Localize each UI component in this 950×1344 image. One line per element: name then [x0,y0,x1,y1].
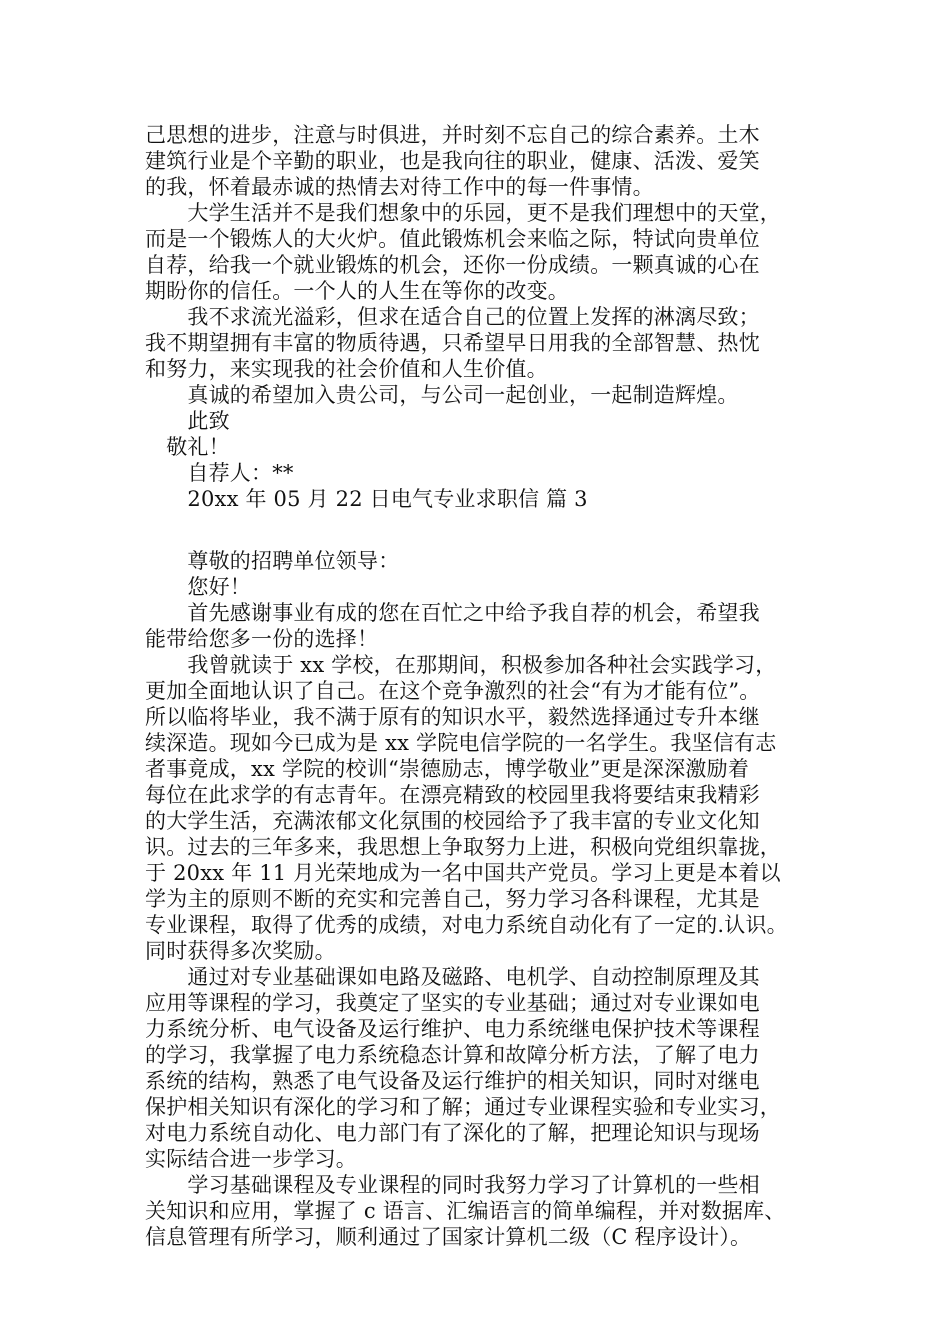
text-line: 系统的结构，熟悉了电气设备及运行维护的相关知识，同时对继电 [145,1069,760,1093]
text-line: 所以临将毕业，我不满于原有的知识水平，毅然选择通过专升本继 [145,705,760,729]
text-line: 能带给您多一份的选择！ [145,627,379,651]
text-line: 更加全面地认识了自己。在这个竞争激烈的社会“有为才能有位”。 [145,679,761,703]
text-line: 同时获得多次奖励。 [145,939,336,963]
text-line: 自荐，给我一个就业锻炼的机会，还你一份成绩。一颗真诚的心在 [145,253,760,277]
text-line: 敬礼！ [145,435,230,459]
text-line: 和努力，来实现我的社会价值和人生价值。 [145,357,548,381]
text-line: 续深造。现如今已成为是 xx 学院电信学院的一名学生。我坚信有志 [145,731,777,755]
text-line: 真诚的希望加入贵公司，与公司一起创业，一起制造辉煌。 [145,383,739,407]
text-line: 己思想的进步，注意与时俱进，并时刻不忘自己的综合素养。土木 [145,123,760,147]
text-line: 学为主的原则不断的充实和完善自己，努力学习各科课程，尤其是 [145,887,760,911]
text-line: 保护相关知识有深化的学习和了解；通过专业课程实验和专业实习， [145,1095,781,1119]
text-line: 每位在此求学的有志青年。在漂亮精致的校园里我将要结束我精彩 [145,783,760,807]
text-line: 我不期望拥有丰富的物质待遇，只希望早日用我的全部智慧、热忱 [145,331,760,355]
text-line: 的大学生活，充满浓郁文化氛围的校园给予了我丰富的专业文化知 [145,809,760,833]
text-line: 专业课程，取得了优秀的成绩，对电力系统自动化有了一定的.认识。 [145,913,788,937]
text-line: 首先感谢事业有成的您在百忙之中给予我自荐的机会，希望我 [145,601,760,625]
text-line: 实际结合进一步学习。 [145,1147,357,1171]
text-line: 者事竟成，xx 学院的校训“崇德励志，博学敬业”更是深深激励着 [145,757,750,781]
text-line: 大学生活并不是我们想象中的乐园，更不是我们理想中的天堂， [145,201,781,225]
text-line: 通过对专业基础课如电路及磁路、电机学、自动控制原理及其 [145,965,760,989]
text-line: 我曾就读于 xx 学校，在那期间，积极参加各种社会实践学习， [145,653,777,677]
text-line: 我不求流光溢彩，但求在适合自己的位置上发挥的淋漓尽致； [145,305,760,329]
text-line: 此致 [145,409,230,433]
text-line: 您好！ [145,575,251,599]
text-line: 的学习，我掌握了电力系统稳态计算和故障分析方法，了解了电力 [145,1043,760,1067]
text-line: 学习基础课程及专业课程的同时我努力学习了计算机的一些相 [145,1173,760,1197]
text-line: 对电力系统自动化、电力部门有了深化的了解，把理论知识与现场 [145,1121,760,1145]
text-line: 于 20xx 年 11 月光荣地成为一名中国共产党员。学习上更是本着以 [145,861,781,885]
text-line: 自荐人：** [145,461,294,485]
text-line: 的我，怀着最赤诚的热情去对待工作中的每一件事情。 [145,175,654,199]
text-line: 力系统分析、电气设备及运行维护、电力系统继电保护技术等课程 [145,1017,760,1041]
text-line: 建筑行业是个辛勤的职业，也是我向往的职业，健康、活泼、爱笑 [145,149,760,173]
text-line: 20xx 年 05 月 22 日电气专业求职信 篇 3 [145,487,588,511]
text-line: 尊敬的招聘单位领导： [145,549,400,573]
text-line: 识。过去的三年多来，我思想上争取努力上进，积极向党组织靠拢， [145,835,781,859]
text-line: 关知识和应用，掌握了 c 语言、汇编语言的简单编程，并对数据库、 [145,1199,786,1223]
text-line: 而是一个锻炼人的大火炉。值此锻炼机会来临之际，特试向贵单位 [145,227,760,251]
text-line: 应用等课程的学习，我奠定了坚实的专业基础；通过对专业课如电 [145,991,760,1015]
text-line: 期盼你的信任。一个人的人生在等你的改变。 [145,279,569,303]
text-line: 信息管理有所学习，顺利通过了国家计算机二级（C 程序设计）。 [145,1225,752,1249]
